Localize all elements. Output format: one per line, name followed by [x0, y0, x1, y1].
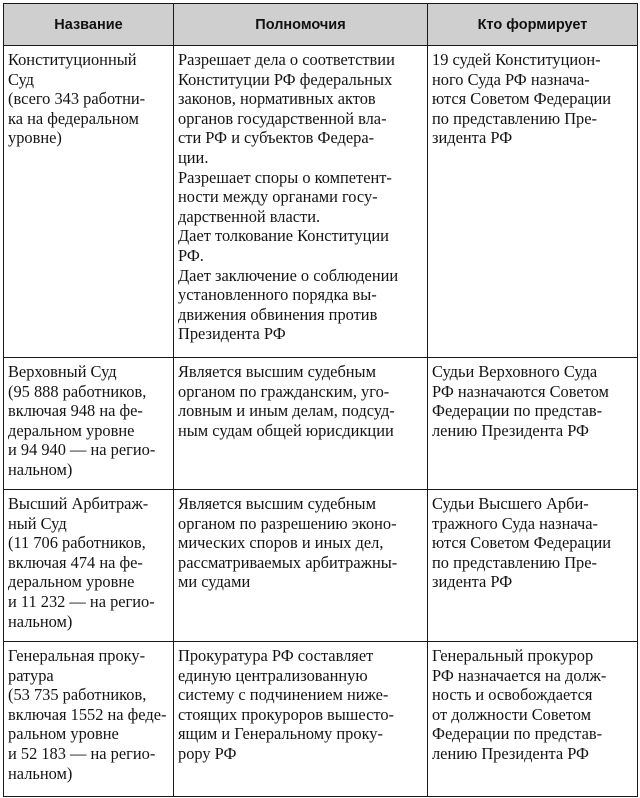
cell-line: лению Президента РФ	[432, 743, 589, 763]
cell-line: Прокуратура РФ составляет	[178, 646, 374, 665]
cell-formed-by	[428, 642, 638, 797]
cell-line: ка на федеральном	[8, 108, 139, 128]
header-row	[4, 4, 638, 46]
header-powers: Полномочия	[174, 4, 428, 46]
cell-line: дарственной власти.	[178, 206, 321, 226]
cell-line: ции.	[178, 147, 209, 167]
cell-line: Дает заключение о соблюдении	[178, 265, 399, 285]
cell-line: органов государственной вла-	[178, 108, 387, 128]
cell-line: включая 1552 на феде-	[8, 704, 167, 724]
cell-powers	[174, 46, 428, 358]
cell-line: по представлению Пре-	[432, 108, 597, 128]
cell-line: ного Суда РФ назнача-	[432, 69, 590, 89]
cell-line: ный Суд	[8, 513, 67, 533]
cell-line: Суд	[8, 69, 35, 89]
cell-line: Президента РФ	[178, 324, 286, 344]
cell-line: ным судам общей юрисдикции	[178, 420, 394, 440]
cell-name	[4, 46, 174, 358]
courts-table	[3, 3, 638, 797]
cell-line: законов, нормативных актов	[178, 89, 376, 109]
header-formed-by: Кто формирует	[428, 4, 638, 46]
cell-formed-by	[428, 46, 638, 358]
cell-line: Генеральный прокурор	[432, 646, 594, 665]
cell-line: и 11 232 — на регио-	[8, 591, 155, 611]
cell-line: от должности Советом	[432, 704, 591, 724]
cell-line: Разрешает споры о компетент-	[178, 167, 392, 187]
cell-line: 19 судей Конституцион-	[432, 50, 601, 69]
cell-powers	[174, 490, 428, 642]
cell-line: рору РФ	[178, 743, 237, 763]
cell-line: Конституционный	[8, 50, 137, 69]
cell-line: ми судами	[178, 572, 251, 592]
cell-line: сти РФ и субъектов Федера-	[178, 128, 375, 148]
cell-line: (11 706 работников,	[8, 533, 146, 553]
cell-line: (всего 343 работни-	[8, 89, 146, 109]
cell-line: ральном уровне	[8, 724, 119, 744]
cell-line: ности между органами госу-	[178, 187, 378, 207]
cell-powers	[174, 358, 428, 490]
cell-line: ловным и иным делам, подсуд-	[178, 401, 395, 421]
cell-line: систему с подчинением ниже-	[178, 685, 389, 705]
cell-line: нальном)	[8, 459, 73, 479]
cell-formed-by	[428, 490, 638, 642]
cell-line: Федерации по представ-	[432, 724, 603, 744]
cell-powers	[174, 642, 428, 797]
cell-line: Высший Арбитраж-	[8, 494, 149, 513]
cell-line: ящим и Генеральному проку-	[178, 724, 383, 744]
cell-line: установленного порядка вы-	[178, 285, 377, 305]
header-name: Название	[4, 4, 174, 46]
table-row-constitutional-court	[4, 46, 638, 358]
cell-line: РФ.	[178, 245, 204, 265]
cell-line: Верховный Суд	[8, 362, 117, 381]
cell-line: деральном уровне	[8, 420, 135, 440]
cell-line: тражного Суда назнача-	[432, 513, 599, 533]
cell-line: органом по разрешению эконо-	[178, 513, 397, 533]
cell-line: РФ назначаются Советом	[432, 381, 609, 401]
cell-line: включая 474 на фе-	[8, 552, 143, 572]
cell-line: Разрешает дела о соответствии	[178, 50, 395, 69]
cell-line: единую централизованную	[178, 665, 368, 685]
cell-line: нальном)	[8, 763, 73, 783]
cell-line: Является высшим судебным	[178, 494, 376, 513]
cell-line: нальном)	[8, 611, 73, 631]
cell-line: движения обвинения против	[178, 304, 378, 324]
cell-line: уровне)	[8, 128, 62, 148]
cell-line: ность и освобождается	[432, 685, 593, 705]
cell-line: зидента РФ	[432, 128, 513, 148]
cell-line: Дает толкование Конституции	[178, 226, 389, 246]
cell-line: зидента РФ	[432, 572, 513, 592]
cell-line: (95 888 работников,	[8, 381, 147, 401]
cell-line: и 52 183 — на регио-	[8, 743, 156, 763]
cell-formed-by	[428, 358, 638, 490]
cell-line: Является высшим судебным	[178, 362, 376, 381]
cell-name	[4, 642, 174, 797]
cell-line: лению Президента РФ	[432, 420, 589, 440]
cell-line: ются Советом Федерации	[432, 89, 612, 109]
cell-line: и 94 940 — на регио-	[8, 440, 156, 460]
cell-name	[4, 490, 174, 642]
cell-line: стоящих прокуроров вышесто-	[178, 704, 394, 724]
cell-line: РФ назначается на долж-	[432, 665, 607, 685]
cell-line: деральном уровне	[8, 572, 135, 592]
cell-line: мических споров и иных дел,	[178, 533, 384, 553]
cell-line: (53 735 работников,	[8, 685, 147, 705]
cell-name	[4, 358, 174, 490]
cell-line: ются Советом Федерации	[432, 533, 612, 553]
cell-line: ратура	[8, 665, 54, 685]
cell-line: включая 948 на фе-	[8, 401, 143, 421]
cell-line: рассматриваемых арбитражны-	[178, 552, 398, 572]
cell-line: Судьи Высшего Арби-	[432, 494, 589, 513]
cell-line: Генеральная проку-	[8, 646, 146, 665]
cell-line: органом по гражданским, уго-	[178, 381, 390, 401]
cell-line: по представлению Пре-	[432, 552, 597, 572]
cell-line: Судьи Верховного Суда	[432, 362, 598, 381]
table-row-supreme-court	[4, 358, 638, 490]
cell-line: Конституции РФ федеральных	[178, 69, 393, 89]
table-row-prosecutor-office	[4, 642, 638, 797]
table-row-arbitration-court	[4, 490, 638, 642]
cell-line: Федерации по представ-	[432, 401, 603, 421]
